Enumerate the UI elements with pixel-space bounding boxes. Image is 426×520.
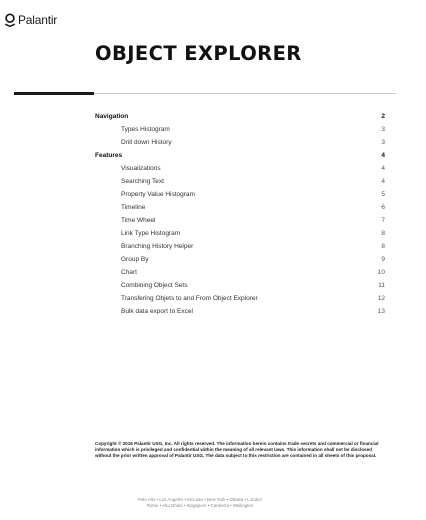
- toc-entry-page-number: 3: [381, 126, 385, 133]
- toc-entry-label: Chart: [121, 269, 137, 276]
- toc-entry-page-number: 11: [378, 282, 385, 289]
- toc-entry-label: Drill down History: [121, 139, 172, 146]
- toc-entry[interactable]: [95, 188, 385, 201]
- toc-entry-page-number: 2: [381, 113, 385, 120]
- toc-entry[interactable]: [95, 201, 385, 214]
- toc-entry[interactable]: [95, 240, 385, 253]
- toc-entry-page-number: 4: [381, 152, 385, 159]
- copyright-notice: Copyright © 2016 Palantir USG, Inc. All rights reserved. The information herein contains trade secrets and commercial or financial information which is privileged and confidential within the meaning of all relevant laws. This information shall not be disclosed without the prior written approval of Palantir USG. The data subject to this restriction are contained in all sheets of this proposal.: [95, 441, 379, 459]
- toc-entry[interactable]: [95, 253, 385, 266]
- toc-entry-label: Features: [95, 152, 123, 159]
- toc-entry-page-number: 8: [381, 230, 385, 237]
- toc-entry-label: Navigation: [95, 113, 129, 120]
- table-of-contents: [95, 110, 385, 318]
- title-rule-accent: [14, 92, 94, 95]
- toc-entry-page-number: 9: [381, 256, 385, 263]
- toc-entry[interactable]: [95, 162, 385, 175]
- palantir-logo-icon: [4, 13, 16, 27]
- toc-entry[interactable]: [95, 214, 385, 227]
- office-locations: [95, 497, 305, 509]
- toc-section-entry[interactable]: [95, 110, 385, 123]
- toc-entry-page-number: 3: [381, 139, 385, 146]
- toc-entry-label: Bulk data export to Excel: [121, 308, 193, 315]
- toc-entry-label: Timeline: [121, 204, 146, 211]
- toc-entry-label: Transfering Objets to and From Object Explorer: [121, 295, 258, 302]
- toc-entry[interactable]: [95, 136, 385, 149]
- toc-entry-label: Branching History Helper: [121, 243, 194, 250]
- toc-entry-label: Searching Text: [121, 178, 164, 185]
- toc-entry-label: Time Wheel: [121, 217, 156, 224]
- toc-entry-page-number: 8: [381, 243, 385, 250]
- toc-section-entry[interactable]: [95, 149, 385, 162]
- toc-entry-label: Link Type Histogram: [121, 230, 181, 237]
- toc-entry-page-number: 6: [381, 204, 385, 211]
- toc-entry-label: Types Histogram: [121, 126, 170, 133]
- office-locations-line-1: Palo Alto • Los Angeles • McLean • New York • Ottawa • London: [138, 497, 262, 502]
- toc-entry-page-number: 5: [381, 191, 385, 198]
- toc-entry-page-number: 13: [377, 308, 385, 315]
- toc-entry-label: Group By: [121, 256, 149, 263]
- toc-entry[interactable]: [95, 266, 385, 279]
- toc-entry-page-number: 4: [381, 178, 385, 185]
- page-title: OBJECT EXPLORER: [95, 42, 302, 65]
- toc-entry[interactable]: [95, 305, 385, 318]
- toc-entry-label: Property Value Histogram: [121, 191, 195, 198]
- title-rule: [94, 93, 396, 94]
- palantir-logo: [4, 13, 57, 27]
- toc-entry[interactable]: [95, 175, 385, 188]
- toc-entry[interactable]: [95, 279, 385, 292]
- office-locations-line-2: Rome • Abu Dhabi • Singapore • Canberra • Wellington: [146, 503, 254, 508]
- toc-entry[interactable]: [95, 227, 385, 240]
- toc-entry-page-number: 12: [377, 295, 385, 302]
- toc-entry-page-number: 4: [381, 165, 385, 172]
- logo-text: Palantir: [18, 13, 58, 27]
- toc-entry-page-number: 10: [377, 269, 385, 276]
- toc-entry-label: Combining Object Sets: [121, 282, 188, 289]
- toc-entry[interactable]: [95, 123, 385, 136]
- toc-entry-label: Visualizations: [121, 165, 161, 172]
- toc-entry[interactable]: [95, 292, 385, 305]
- toc-entry-page-number: 7: [381, 217, 385, 224]
